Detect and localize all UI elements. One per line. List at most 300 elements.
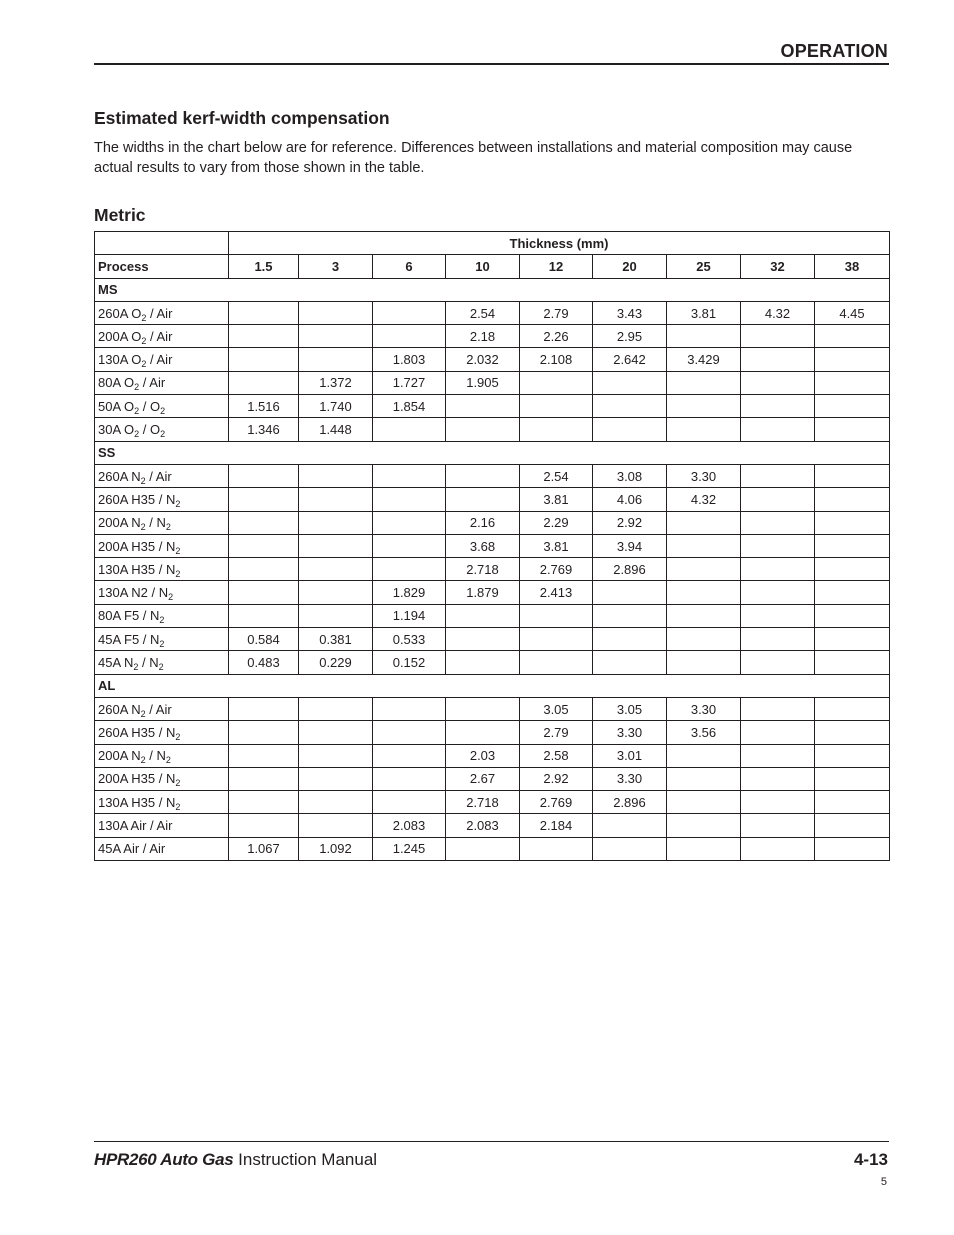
kerf-value-cell <box>815 767 890 790</box>
process-cell <box>95 791 229 814</box>
kerf-value-cell <box>373 697 446 720</box>
process-text: 130A O <box>98 352 142 368</box>
process-cell <box>95 697 229 720</box>
kerf-value-cell: 2.79 <box>520 301 593 324</box>
material-group-row <box>95 674 890 697</box>
kerf-value-cell <box>446 464 520 487</box>
table-row <box>95 604 890 627</box>
kerf-value-cell <box>815 488 890 511</box>
kerf-value-cell <box>373 744 446 767</box>
kerf-value-cell <box>815 348 890 371</box>
kerf-value-cell: 1.516 <box>229 395 299 418</box>
kerf-value-cell: 4.32 <box>741 301 815 324</box>
process-text: 130A N2 / N <box>98 585 169 601</box>
process-text: / Air <box>145 701 172 717</box>
kerf-value-cell: 0.483 <box>229 651 299 674</box>
thickness-column-header: 25 <box>667 255 741 278</box>
process-text: 80A O <box>98 375 135 391</box>
column-header-row <box>95 255 890 278</box>
kerf-value-cell: 2.718 <box>446 791 520 814</box>
kerf-value-cell: 2.58 <box>520 744 593 767</box>
material-group-label: AL <box>95 674 890 697</box>
process-column-header: Process <box>95 255 229 278</box>
kerf-value-cell <box>373 301 446 324</box>
kerf-value-cell: 3.94 <box>593 534 667 557</box>
process-text: 200A H35 / N <box>98 771 176 787</box>
kerf-value-cell: 1.879 <box>446 581 520 604</box>
kerf-value-cell <box>299 791 373 814</box>
kerf-value-cell <box>815 744 890 767</box>
kerf-value-cell <box>741 697 815 720</box>
kerf-value-cell <box>741 511 815 534</box>
kerf-value-cell: 1.448 <box>299 418 373 441</box>
kerf-value-cell: 3.30 <box>593 767 667 790</box>
table-row <box>95 791 890 814</box>
kerf-value-cell: 2.95 <box>593 325 667 348</box>
kerf-value-cell: 0.152 <box>373 651 446 674</box>
kerf-value-cell: 3.43 <box>593 301 667 324</box>
kerf-value-cell <box>593 418 667 441</box>
table-row <box>95 837 890 860</box>
process-cell <box>95 721 229 744</box>
kerf-value-cell: 2.92 <box>520 767 593 790</box>
kerf-value-cell: 2.108 <box>520 348 593 371</box>
process-text: 30A O <box>98 422 135 438</box>
process-subscript: 2 <box>160 429 166 440</box>
kerf-value-cell <box>741 767 815 790</box>
kerf-value-cell <box>741 395 815 418</box>
kerf-value-cell <box>229 348 299 371</box>
kerf-value-cell <box>593 814 667 837</box>
process-text: 200A H35 / N <box>98 538 176 554</box>
kerf-value-cell: 2.083 <box>446 814 520 837</box>
kerf-value-cell <box>741 721 815 744</box>
corner-cell <box>95 232 229 255</box>
process-cell <box>95 464 229 487</box>
kerf-value-cell: 0.584 <box>229 628 299 651</box>
table-row <box>95 697 890 720</box>
kerf-value-cell <box>741 837 815 860</box>
process-text: / Air <box>146 352 173 368</box>
kerf-value-cell <box>520 604 593 627</box>
process-cell <box>95 418 229 441</box>
kerf-value-cell: 3.05 <box>520 697 593 720</box>
kerf-value-cell <box>229 558 299 581</box>
kerf-value-cell <box>299 721 373 744</box>
kerf-value-cell: 3.68 <box>446 534 520 557</box>
kerf-value-cell <box>299 814 373 837</box>
process-cell <box>95 488 229 511</box>
kerf-value-cell <box>229 534 299 557</box>
kerf-value-cell <box>667 744 741 767</box>
process-text: / Air <box>146 328 173 344</box>
process-subscript: 2 <box>140 475 146 486</box>
footer-page-number: 4-13 <box>853 1150 888 1169</box>
kerf-value-cell: 1.905 <box>446 371 520 394</box>
process-subscript: 2 <box>140 755 146 766</box>
kerf-value-cell <box>815 628 890 651</box>
kerf-value-cell: 3.81 <box>520 488 593 511</box>
kerf-value-cell: 2.184 <box>520 814 593 837</box>
section-header: OPERATION <box>780 41 888 61</box>
kerf-value-cell <box>229 767 299 790</box>
process-subscript: 2 <box>175 568 181 579</box>
process-cell <box>95 767 229 790</box>
process-subscript: 2 <box>175 778 181 789</box>
kerf-value-cell <box>593 837 667 860</box>
process-subscript: 2 <box>168 592 174 603</box>
process-subscript: 2 <box>141 359 147 370</box>
kerf-value-cell <box>229 301 299 324</box>
kerf-value-cell <box>520 371 593 394</box>
process-subscript: 2 <box>134 429 140 440</box>
kerf-value-cell: 0.381 <box>299 628 373 651</box>
kerf-value-cell <box>229 791 299 814</box>
process-text: 260A H35 / N <box>98 724 176 740</box>
kerf-value-cell <box>815 697 890 720</box>
kerf-value-cell <box>229 744 299 767</box>
table-row <box>95 511 890 534</box>
kerf-value-cell: 2.67 <box>446 767 520 790</box>
kerf-value-cell <box>667 511 741 534</box>
kerf-value-cell <box>520 651 593 674</box>
table-row <box>95 628 890 651</box>
footer-manual-title <box>94 1150 377 1170</box>
kerf-value-cell <box>741 325 815 348</box>
kerf-value-cell <box>446 837 520 860</box>
kerf-value-cell <box>299 511 373 534</box>
kerf-value-cell <box>593 581 667 604</box>
process-text: 45A F5 / N <box>98 631 160 647</box>
kerf-value-cell <box>373 721 446 744</box>
kerf-value-cell <box>741 651 815 674</box>
kerf-value-cell <box>741 744 815 767</box>
kerf-value-cell: 4.45 <box>815 301 890 324</box>
kerf-value-cell <box>741 534 815 557</box>
kerf-value-cell: 0.229 <box>299 651 373 674</box>
kerf-value-cell: 2.18 <box>446 325 520 348</box>
table-row <box>95 534 890 557</box>
process-text: 260A O <box>98 305 142 321</box>
kerf-value-cell <box>815 371 890 394</box>
kerf-value-cell <box>593 651 667 674</box>
kerf-value-cell: 3.81 <box>520 534 593 557</box>
kerf-value-cell <box>741 348 815 371</box>
kerf-value-cell <box>667 395 741 418</box>
process-cell <box>95 604 229 627</box>
kerf-value-cell: 2.16 <box>446 511 520 534</box>
process-subscript: 2 <box>160 405 166 416</box>
process-text: 50A O <box>98 398 135 414</box>
process-subscript: 2 <box>175 545 181 556</box>
kerf-value-cell <box>667 628 741 651</box>
table-row <box>95 814 890 837</box>
process-cell <box>95 301 229 324</box>
process-text: 260A H35 / N <box>98 491 176 507</box>
kerf-value-cell <box>229 697 299 720</box>
kerf-value-cell <box>815 395 890 418</box>
kerf-value-cell <box>815 814 890 837</box>
table-row <box>95 301 890 324</box>
kerf-value-cell: 3.05 <box>593 697 667 720</box>
process-subscript: 2 <box>140 522 146 533</box>
process-text: 260A N <box>98 468 141 484</box>
process-subscript: 2 <box>134 382 140 393</box>
kerf-value-cell <box>299 558 373 581</box>
process-subscript: 2 <box>141 312 147 323</box>
kerf-value-cell: 2.92 <box>593 511 667 534</box>
kerf-value-cell: 2.03 <box>446 744 520 767</box>
thickness-column-header: 3 <box>299 255 373 278</box>
process-cell <box>95 744 229 767</box>
thickness-header-row <box>95 232 890 255</box>
kerf-value-cell: 3.30 <box>667 464 741 487</box>
kerf-value-cell <box>815 837 890 860</box>
process-cell <box>95 348 229 371</box>
kerf-value-cell: 2.26 <box>520 325 593 348</box>
table-row <box>95 488 890 511</box>
kerf-value-cell: 1.067 <box>229 837 299 860</box>
process-cell <box>95 581 229 604</box>
kerf-value-cell <box>229 488 299 511</box>
thickness-label: Thickness (mm) <box>229 232 890 255</box>
kerf-value-cell <box>741 558 815 581</box>
kerf-value-cell <box>667 534 741 557</box>
kerf-value-cell <box>741 488 815 511</box>
table-row <box>95 558 890 581</box>
process-text: 200A O <box>98 328 142 344</box>
kerf-value-cell: 1.372 <box>299 371 373 394</box>
kerf-value-cell <box>229 814 299 837</box>
kerf-value-cell <box>373 511 446 534</box>
kerf-value-cell: 2.083 <box>373 814 446 837</box>
process-text: / Air <box>145 468 172 484</box>
intro-paragraph: The widths in the chart below are for reference. Differences between installations and material composition may cause actual results to vary from those shown in the table. <box>94 140 853 176</box>
kerf-value-cell <box>815 791 890 814</box>
kerf-value-cell: 3.01 <box>593 744 667 767</box>
table-row <box>95 325 890 348</box>
table-row <box>95 371 890 394</box>
kerf-value-cell <box>593 628 667 651</box>
kerf-value-cell <box>373 534 446 557</box>
kerf-value-cell <box>299 604 373 627</box>
pdf-page-number: 5 <box>880 1176 887 1188</box>
table-row <box>95 767 890 790</box>
process-text: / N <box>145 748 166 764</box>
kerf-value-cell <box>229 581 299 604</box>
kerf-value-cell <box>667 767 741 790</box>
kerf-value-cell <box>741 604 815 627</box>
kerf-value-cell: 1.803 <box>373 348 446 371</box>
process-text: 130A H35 / N <box>98 561 176 577</box>
thickness-column-header: 32 <box>741 255 815 278</box>
kerf-value-cell: 2.642 <box>593 348 667 371</box>
process-cell <box>95 325 229 348</box>
kerf-value-cell <box>815 581 890 604</box>
process-subscript: 2 <box>158 661 164 672</box>
kerf-value-cell <box>446 628 520 651</box>
kerf-value-cell: 2.896 <box>593 791 667 814</box>
kerf-value-cell: 3.81 <box>667 301 741 324</box>
kerf-value-cell: 2.896 <box>593 558 667 581</box>
kerf-value-cell <box>593 604 667 627</box>
kerf-value-cell <box>299 301 373 324</box>
process-text: 45A Air / Air <box>98 841 166 857</box>
kerf-value-cell <box>520 418 593 441</box>
process-cell <box>95 628 229 651</box>
kerf-value-cell: 2.54 <box>520 464 593 487</box>
kerf-value-cell <box>373 325 446 348</box>
process-subscript: 2 <box>175 731 181 742</box>
kerf-value-cell <box>667 418 741 441</box>
kerf-value-cell <box>299 348 373 371</box>
kerf-value-cell: 1.854 <box>373 395 446 418</box>
kerf-value-cell <box>446 604 520 627</box>
thickness-column-header: 6 <box>373 255 446 278</box>
kerf-value-cell <box>741 581 815 604</box>
process-text: 80A F5 / N <box>98 608 160 624</box>
kerf-value-cell <box>741 628 815 651</box>
thickness-column-header: 10 <box>446 255 520 278</box>
kerf-value-cell <box>299 325 373 348</box>
kerf-value-cell <box>373 767 446 790</box>
table-row <box>95 348 890 371</box>
kerf-value-cell: 2.29 <box>520 511 593 534</box>
kerf-value-cell: 2.769 <box>520 791 593 814</box>
footer-manual-label: Instruction Manual <box>233 1150 378 1169</box>
kerf-value-cell <box>229 604 299 627</box>
kerf-value-cell: 1.829 <box>373 581 446 604</box>
process-cell <box>95 511 229 534</box>
thickness-column-header: 1.5 <box>229 255 299 278</box>
kerf-value-cell <box>815 418 890 441</box>
process-subscript: 2 <box>175 498 181 509</box>
process-text: / N <box>138 654 159 670</box>
kerf-value-cell: 3.30 <box>667 697 741 720</box>
process-text: 45A N <box>98 654 134 670</box>
kerf-value-cell <box>229 325 299 348</box>
kerf-value-cell: 2.769 <box>520 558 593 581</box>
kerf-value-cell: 1.092 <box>299 837 373 860</box>
kerf-value-cell: 3.08 <box>593 464 667 487</box>
kerf-value-cell <box>446 721 520 744</box>
material-group-label: SS <box>95 441 890 464</box>
kerf-value-cell <box>229 721 299 744</box>
kerf-value-cell <box>299 697 373 720</box>
kerf-value-cell <box>667 325 741 348</box>
kerf-value-cell <box>815 511 890 534</box>
kerf-value-cell: 2.718 <box>446 558 520 581</box>
kerf-value-cell <box>229 464 299 487</box>
kerf-value-cell <box>741 418 815 441</box>
process-text: / O <box>139 422 161 438</box>
table-row <box>95 418 890 441</box>
kerf-value-cell <box>299 534 373 557</box>
process-subscript: 2 <box>175 801 181 812</box>
kerf-value-cell: 1.245 <box>373 837 446 860</box>
kerf-value-cell: 4.32 <box>667 488 741 511</box>
table-row <box>95 464 890 487</box>
kerf-value-cell <box>815 325 890 348</box>
process-subscript: 2 <box>165 522 171 533</box>
thickness-column-header: 12 <box>520 255 593 278</box>
kerf-value-cell <box>667 604 741 627</box>
kerf-value-cell <box>815 534 890 557</box>
process-cell <box>95 395 229 418</box>
kerf-value-cell: 2.413 <box>520 581 593 604</box>
kerf-value-cell <box>446 488 520 511</box>
process-subscript: 2 <box>159 638 165 649</box>
process-cell <box>95 371 229 394</box>
kerf-value-cell: 2.54 <box>446 301 520 324</box>
kerf-value-cell: 1.727 <box>373 371 446 394</box>
process-subscript: 2 <box>141 335 147 346</box>
process-subscript: 2 <box>134 405 140 416</box>
kerf-value-cell <box>229 371 299 394</box>
kerf-value-cell: 4.06 <box>593 488 667 511</box>
kerf-value-cell <box>520 395 593 418</box>
process-text: / Air <box>146 305 173 321</box>
process-text: 260A N <box>98 701 141 717</box>
kerf-value-cell <box>593 395 667 418</box>
kerf-value-cell <box>229 511 299 534</box>
process-cell <box>95 837 229 860</box>
process-text: 130A H35 / N <box>98 794 176 810</box>
kerf-value-cell: 1.194 <box>373 604 446 627</box>
kerf-value-cell <box>741 464 815 487</box>
process-cell <box>95 558 229 581</box>
kerf-value-cell: 3.30 <box>593 721 667 744</box>
kerf-value-cell <box>373 464 446 487</box>
kerf-value-cell <box>593 371 667 394</box>
kerf-value-cell <box>741 791 815 814</box>
process-subscript: 2 <box>133 661 139 672</box>
kerf-value-cell <box>299 581 373 604</box>
kerf-value-cell <box>667 558 741 581</box>
thickness-column-header: 20 <box>593 255 667 278</box>
metric-subheading: Metric <box>94 205 146 225</box>
table-row <box>95 581 890 604</box>
material-group-row <box>95 441 890 464</box>
table-row <box>95 395 890 418</box>
material-group-row <box>95 278 890 301</box>
kerf-value-cell <box>373 558 446 581</box>
kerf-value-cell <box>667 371 741 394</box>
kerf-value-cell <box>373 791 446 814</box>
material-group-label: MS <box>95 278 890 301</box>
header-rule <box>94 63 889 65</box>
kerf-value-cell <box>667 837 741 860</box>
kerf-value-cell <box>373 488 446 511</box>
process-text: 200A N <box>98 748 141 764</box>
kerf-width-table <box>94 231 890 861</box>
table-row <box>95 651 890 674</box>
process-subscript: 2 <box>165 755 171 766</box>
kerf-value-cell: 1.740 <box>299 395 373 418</box>
process-cell <box>95 651 229 674</box>
kerf-value-cell <box>741 371 815 394</box>
kerf-value-cell <box>520 837 593 860</box>
kerf-value-cell <box>446 395 520 418</box>
footer-model: HPR260 Auto Gas <box>94 1150 234 1169</box>
kerf-value-cell <box>815 651 890 674</box>
kerf-value-cell: 3.429 <box>667 348 741 371</box>
kerf-value-cell <box>815 464 890 487</box>
process-text: / O <box>139 398 161 414</box>
kerf-value-cell <box>815 721 890 744</box>
kerf-value-cell <box>446 418 520 441</box>
process-text: / N <box>145 515 166 531</box>
